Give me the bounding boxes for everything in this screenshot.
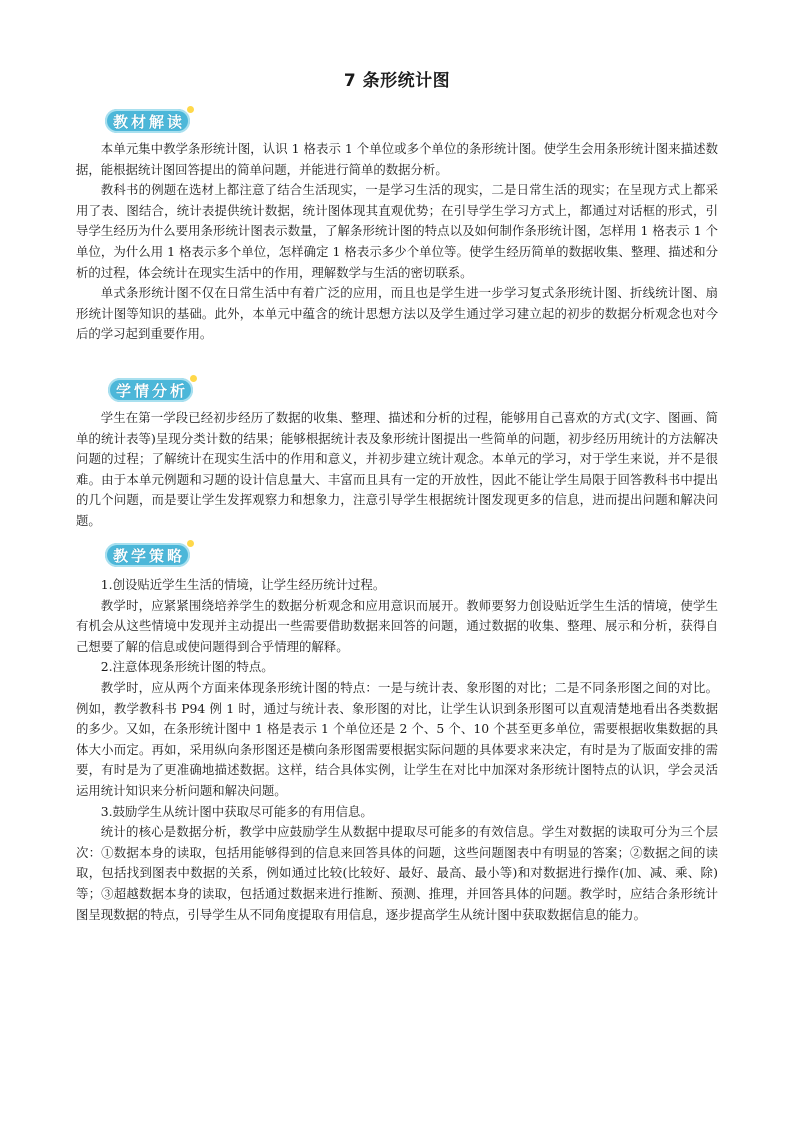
section-heading: 教学策略 xyxy=(113,546,186,565)
sparkle-icon xyxy=(190,375,197,382)
section-body xyxy=(76,408,718,532)
list-heading: 1.创设贴近学生生活的情境，让学生经历统计过程。 xyxy=(100,577,386,592)
paragraph: 学生在第一学段已经初步经历了数据的收集、整理、描述和分析的过程，能够用自己喜欢的方式(文字、图画、简单的统计表等)呈现分类计数的结果；能够根据统计表及象形统计图提出一些简单的问题，初步经历用统计的方法解决问题的过程；了解统计在现实生活中的作用和意义，并初步建立统计观念。本单元的学习，对于学生来说，并不是很难。由于本单元例题和习题的设计信息量大、丰富而且具有一定的开放性，因此不能让学生局限于回答教科书中提出的几个问题，而是要让学生发挥观察力和想象力，注意引导学生根据统计图发现更多的信息，进而提出问题和解决问题。 xyxy=(76,410,718,528)
section-body xyxy=(76,575,718,925)
paragraph: 教学时，应从两个方面来体现条形统计图的特点：一是与统计表、象形图的对比；二是不同条形图之间的对比。例如，教学教科书 P94 例 1 时，通过与统计表、象形图的对比，让学生认识到条形图可以直观清楚地看出各类数据的多少。又如，在条形统计图中 1 格是表示 1 个单位还是 2 个、5 个、10 个甚至更多单位，需要根据收集数据的具体大小而定。再如，采用纵向条形图还是横向条形图需要根据实际问题的具体要求来决定，有时是为了版面安排的需要，有时是为了更准确地描述数据。这样，结合具体实例，让学生在对比中加深对条形统计图特点的认识，学会灵活运用统计知识来分析问题和解决问题。 xyxy=(76,679,718,798)
sparkle-icon xyxy=(187,106,194,113)
paragraph: 本单元集中教学条形统计图，认识 1 格表示 1 个单位或多个单位的条形统计图。使学生会用条形统计图来描述数据，能根据统计图回答提出的简单问题，并能进行简单的数据分析。 xyxy=(76,141,718,177)
section-heading-badge xyxy=(108,378,193,402)
list-heading: 3.鼓励学生从统计图中获取尽可能多的有用信息。 xyxy=(100,803,373,819)
page-title: 7 条形统计图 xyxy=(343,71,451,91)
paragraph: 教学时，应紧紧围绕培养学生的数据分析观念和应用意识而展开。教师要努力创设贴近学生生活的情境，使学生有机会从这些情境中发现并主动提出一些需要借助数据来回答的问题，通过数据的收集、整理、展示和分析，获得自己想要了解的信息或使问题得到合乎情理的解释。 xyxy=(76,597,718,654)
paragraph: 教科书的例题在选材上都注意了结合生活现实，一是学习生活的现实，二是日常生活的现实；在呈现方式上都采用了表、图结合，统计表提供统计数据，统计图体现其直观优势；在引导学生学习方式上，都通过对话框的形式，引导学生经历为什么要用条形统计图表示数量，了解条形统计图的特点以及如何制作条形统计图，怎样用 1 格表示 1 个单位，为什么用 1 格表示多个单位，怎样确定 1 格表示多少个单位等。使学生经历简单的数据收集、整理、描述和分析的过程，体会统计在现实生活中的作用，理解数学与生活的密切联系。 xyxy=(76,182,718,280)
section-heading: 学情分析 xyxy=(116,381,189,400)
section-heading: 教材解读 xyxy=(113,112,186,131)
paragraph: 单式条形统计图不仅在日常生活中有着广泛的应用，而且也是学生进一步学习复式条形统计图、折线统计图、扇形统计图等知识的基础。此外，本单元中蕴含的统计思想方法以及学生通过学习建立起的初步的数据分析观念也对今后的学习起到重要作用。 xyxy=(76,285,718,342)
list-heading: 2.注意体现条形统计图的特点。 xyxy=(100,659,274,675)
section-heading-badge xyxy=(105,109,190,133)
paragraph: 统计的核心是数据分析，教学中应鼓励学生从数据中提取尽可能多的有效信息。学生对数据的读取可分为三个层次：①数据本身的读取，包括用能够得到的信息来回答具体的问题，这些问题图表中有明显的答案；②数据之间的读取，包括找到图表中数据的关系，例如通过比较(比较好、最好、最高、最小等)和对数据进行操作(加、减、乘、除)等；③超越数据本身的读取，包括通过数据来进行推断、预测、推理，并回答具体的问题。教学时，应结合条形统计图呈现数据的特点，引导学生从不同角度提取有用信息，逐步提高学生从统计图中获取数据信息的能力。 xyxy=(76,824,718,922)
section-body xyxy=(76,139,718,345)
sparkle-icon xyxy=(187,540,194,547)
section-heading-badge xyxy=(105,543,190,567)
